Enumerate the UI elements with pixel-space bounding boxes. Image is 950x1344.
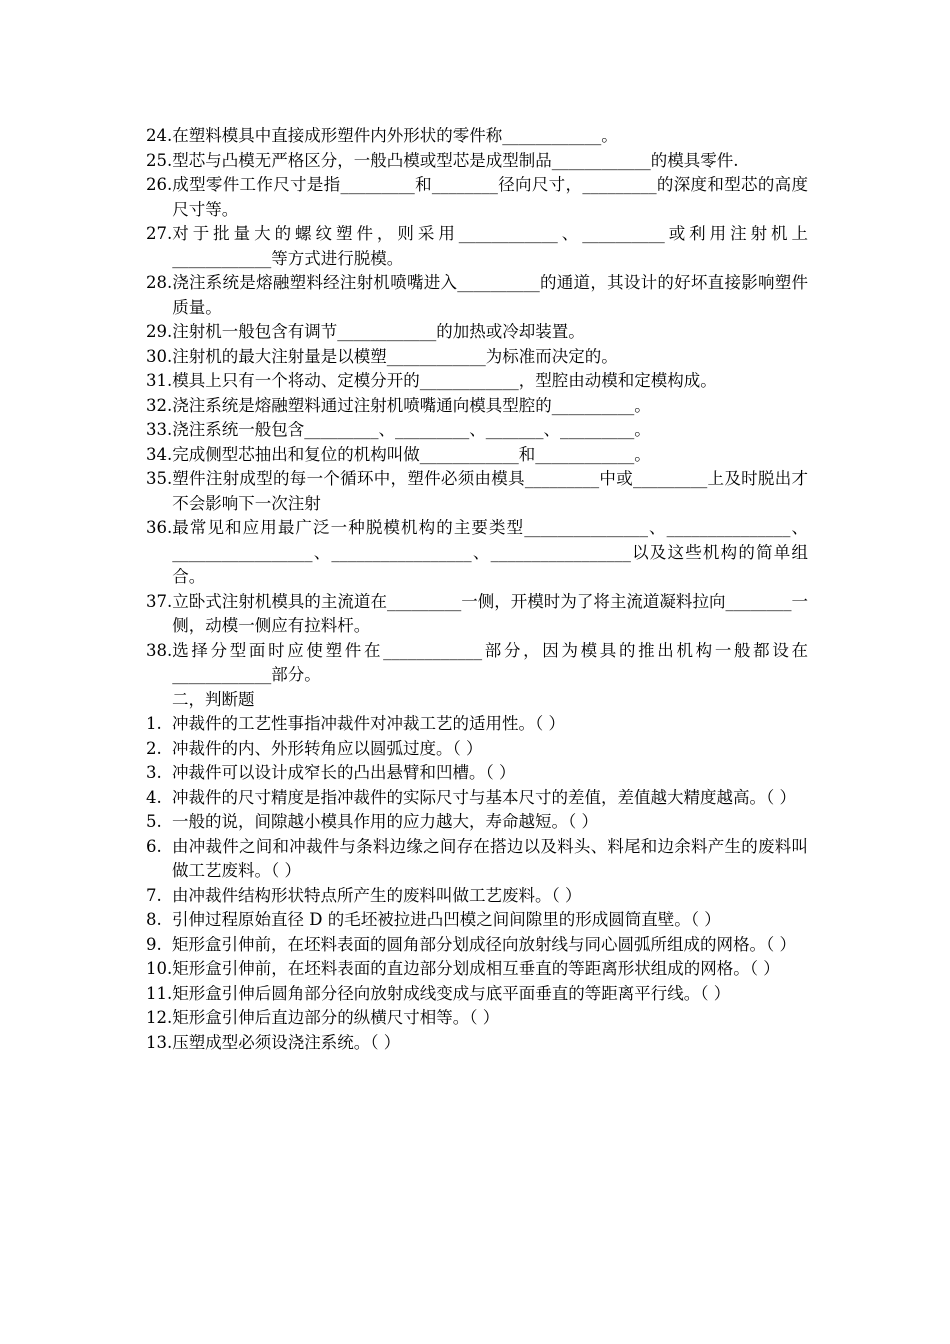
question-number: 36. — [146, 518, 173, 537]
question-number: 24. — [146, 126, 173, 145]
question-number: 1. — [146, 714, 162, 733]
question-text: 由冲裁件之间和冲裁件与条料边缘之间存在搭边以及料头、料尾和边余料产生的废料叫做工艺废料。（ ） — [172, 836, 808, 880]
question-text: 塑件注射成型的每一个循环中，塑件必须由模具_________中或_________上及时脱出才不会影响下一次注射 — [172, 469, 808, 513]
question-number: 28. — [146, 273, 173, 292]
question-text: 矩形盒引伸后圆角部分径向放射成线变成与底平面垂直的等距离平行线。（ ） — [172, 983, 731, 1003]
question-number: 34. — [146, 444, 173, 464]
question-text: 引伸过程原始直径 D 的毛坯被拉进凸凹模之间间隙里的形成圆筒直壁。（ ） — [172, 910, 721, 929]
question-text: 完成侧型芯抽出和复位的机构叫做____________和____________。 — [172, 444, 651, 464]
judge-question-3 — [146, 761, 808, 786]
question-text: 对于批量大的螺纹塑件，则采用____________、__________或利用注射机上____________等方式进行脱模。 — [172, 224, 808, 268]
question-number: 31. — [146, 371, 173, 390]
question-number: 5. — [146, 812, 162, 831]
question-number: 9. — [146, 934, 162, 954]
question-number: 7. — [146, 885, 162, 905]
judge-question-9 — [146, 933, 808, 958]
fill-question-34 — [146, 443, 808, 468]
fill-question-30 — [146, 345, 808, 370]
question-text: 由冲裁件结构形状特点所产生的废料叫做工艺废料。（ ） — [172, 885, 582, 905]
question-number: 4. — [146, 787, 162, 807]
question-text: 矩形盒引伸前，在坯料表面的直边部分划成相互垂直的等距离形状组成的网格。（ ） — [172, 959, 780, 978]
question-number: 11. — [146, 983, 173, 1003]
fill-question-35 — [146, 467, 808, 516]
fill-question-31 — [146, 369, 808, 394]
judge-question-10 — [146, 957, 808, 982]
fill-question-37 — [146, 590, 808, 639]
judge-question-12 — [146, 1006, 808, 1031]
judge-question-7 — [146, 884, 808, 909]
question-number: 27. — [146, 224, 173, 243]
question-number: 30. — [146, 346, 173, 366]
question-number: 26. — [146, 175, 173, 194]
fill-question-33 — [146, 418, 808, 443]
question-text: 注射机一般包含有调节____________的加热或冷却装置。 — [172, 322, 585, 341]
question-text: 最常见和应用最广泛一种脱模机构的主要类型_______________、_______________、_________________、_________________、_________________以及这些机构的简单组合。 — [172, 518, 808, 586]
question-text: 冲裁件的工艺性事指冲裁件对冲裁工艺的适用性。（ ） — [172, 714, 565, 733]
question-text: 压塑成型必须设浇注系统。（ ） — [172, 1032, 401, 1052]
fill-question-32 — [146, 394, 808, 419]
question-text: 立卧式注射机模具的主流道在_________一侧，开模时为了将主流道凝料拉向________一侧，动模一侧应有拉料杆。 — [172, 591, 808, 635]
judge-question-6 — [146, 835, 808, 884]
question-number: 3. — [146, 763, 162, 782]
judge-question-2 — [146, 737, 808, 762]
question-number: 12. — [146, 1008, 173, 1027]
fill-in-questions — [146, 124, 808, 688]
question-text: 浇注系统一般包含_________、_________、_______、_________。 — [172, 420, 651, 439]
question-number: 33. — [146, 420, 173, 439]
question-text: 一般的说，间隙越小模具作用的应力越大，寿命越短。（ ） — [172, 812, 598, 831]
fill-question-25 — [146, 149, 808, 174]
judge-question-8 — [146, 908, 808, 933]
section-title-judgement: 二，判断题 — [172, 689, 255, 709]
question-number: 35. — [146, 469, 173, 488]
question-number: 6. — [146, 836, 162, 856]
fill-question-29 — [146, 320, 808, 345]
question-text: 成型零件工作尺寸是指_________和________径向尺寸，_________的深度和型芯的高度尺寸等。 — [172, 175, 808, 219]
document-page — [146, 124, 808, 1055]
question-text: 型芯与凸模无严格区分，一般凸模或型芯是成型制品____________的模具零件. — [172, 150, 739, 170]
question-number: 37. — [146, 591, 173, 611]
judge-question-4 — [146, 786, 808, 811]
judge-question-5 — [146, 810, 808, 835]
judge-question-1 — [146, 712, 808, 737]
question-text: 在塑料模具中直接成形塑件内外形状的零件称____________。 — [172, 126, 618, 145]
question-text: 浇注系统是熔融塑料通过注射机喷嘴通向模具型腔的__________。 — [172, 395, 651, 415]
question-text: 冲裁件可以设计成窄长的凸出悬臂和凹槽。（ ） — [172, 763, 516, 782]
question-number: 2. — [146, 738, 162, 758]
question-text: 模具上只有一个将动、定模分开的____________，型腔由动模和定模构成。 — [172, 371, 717, 390]
question-text: 冲裁件的尺寸精度是指冲裁件的实际尺寸与基本尺寸的差值，差值越大精度越高。（ ） — [172, 787, 796, 807]
question-text: 注射机的最大注射量是以模塑____________为标准而决定的。 — [172, 346, 618, 366]
question-number: 8. — [146, 910, 162, 929]
fill-question-38 — [146, 639, 808, 688]
question-number: 32. — [146, 395, 173, 415]
fill-question-24 — [146, 124, 808, 149]
question-text: 浇注系统是熔融塑料经注射机喷嘴进入__________的通道，其设计的好坏直接影响塑件质量。 — [172, 273, 808, 317]
question-text: 选择分型面时应使塑件在____________部分，因为模具的推出机构一般都设在____________部分。 — [172, 640, 808, 684]
judge-question-13 — [146, 1031, 808, 1056]
fill-question-36 — [146, 516, 808, 590]
question-text: 矩形盒引伸前，在坯料表面的圆角部分划成径向放射线与同心圆弧所组成的网格。（ ） — [172, 934, 796, 954]
question-number: 29. — [146, 322, 173, 341]
question-number: 10. — [146, 959, 173, 978]
question-text: 矩形盒引伸后直边部分的纵横尺寸相等。（ ） — [172, 1008, 500, 1027]
question-number: 38. — [146, 640, 173, 660]
judge-question-11 — [146, 982, 808, 1007]
fill-question-27 — [146, 222, 808, 271]
question-number: 13. — [146, 1032, 173, 1052]
question-number: 25. — [146, 150, 173, 170]
fill-question-26 — [146, 173, 808, 222]
fill-question-28 — [146, 271, 808, 320]
judgement-questions — [146, 712, 808, 1055]
question-text: 冲裁件的内、外形转角应以圆弧过度。（ ） — [172, 738, 483, 758]
